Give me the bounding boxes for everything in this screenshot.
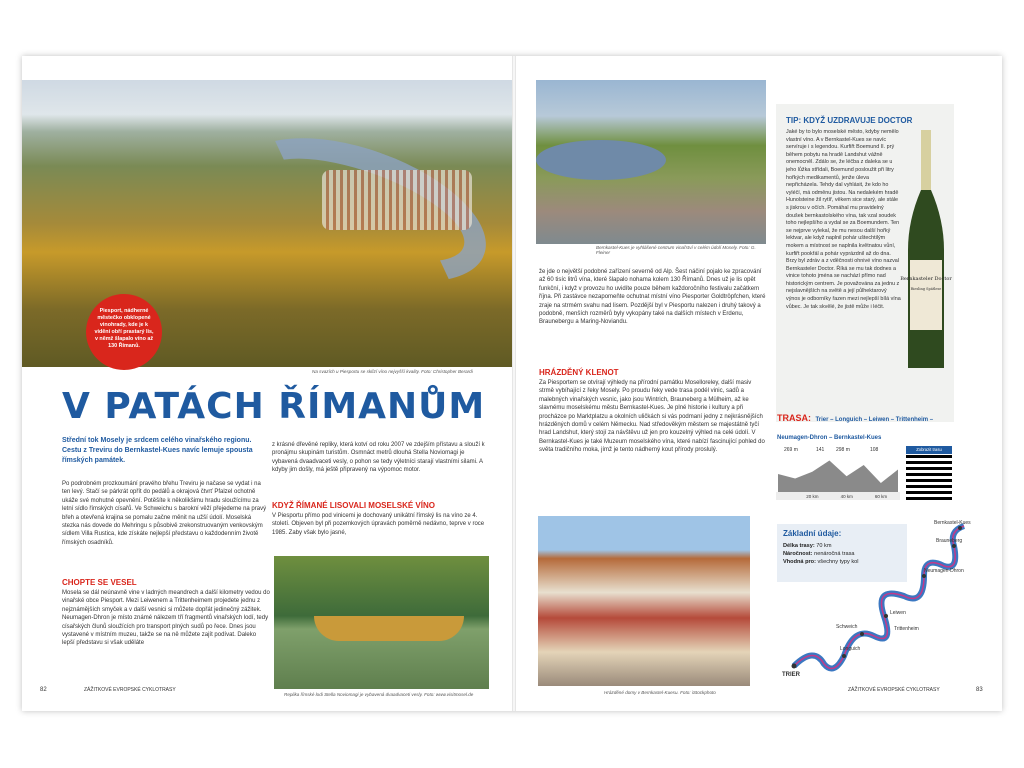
gutter	[512, 56, 516, 711]
x-tick-60: 60 km	[874, 494, 888, 499]
page-title: V PATÁCH ŘÍMANŮM	[62, 386, 486, 427]
col1-paragraph-2: Mosela se dál neúnavně vine v ladných meandrech a další kilometry vedou do vinařské obce Piesport. Mezi Leiwenem a Trittenheimem projedete jednu z nejznámějších smyček a v další vesnici si můžete dopřát jedinečný zážitek. Neumagen-Dhron je místo známé nálezem tří fragmentů vinařských lodí, tedy císařských člunů sloužících pro transport plných sudů po řece. Dnes jsou vystavené v místním muzeu, takže se na ně můžete zajít podívat. Daleko lepší představu si však uděláte	[62, 590, 270, 647]
footer-right: ZÁŽITKOVÉ EVROPSKÉ CYKLOTRASY	[848, 687, 940, 693]
place-longuich: Longuich	[840, 646, 861, 652]
right-paragraph-2: Za Piesportem se otvírají výhledy na přírodní památku Moselloreley, další masiv strmě vybíhající z řeky Mosely. Po proudu řeky vede trasa podél vinic, sadů a malebných vinařských vesnic, jako jsou Wintrich, Brauneberg a Mülheim, až ke slavnému moselskému městu Bernkastel-Kues. Je plné historie i kultury a při procházce po Marktplatzu a okolních uličkách si vás podmaní jedny z nejkrásnějších hrázděných domů v celém Německu. Nad středověkým městem se majestátně tyčí hrad Landshut, který stojí za návštěvu už jen pro kouzelný výhled na celé údolí. V Bernkastel-Kues je také Muzeum moselského vína, které nabízí fascinující pohled do světa tradičního moka, jímž je tento nádherný kout přírody proslulý.	[539, 380, 765, 454]
col2-paragraph-2: V Piesportu přímo pod vinicemi je dochovaný unikátní římský lis na víno ze 4. století. Objeven byl při pozemkových úpravách poměrně nedávno, teprve v roce 1985. Zaby však bylo jasné,	[272, 513, 485, 536]
boat-photo	[274, 556, 489, 689]
route-line	[794, 526, 964, 669]
lead-paragraph: Střední tok Mosely je srdcem celého vinařského regionu. Cestu z Treviru do Bernkastel-Kues navíc lemuje spousta římských památek.	[62, 437, 253, 464]
boat-caption: Replika římské lodi Stella Noviomagi je vybavená dvaadvaceti vesly. Foto: www.visitmosel.de	[284, 692, 474, 697]
town-caption: Bernkastel-Kues je vyhlášené centrum vinařství v celém údolí Mosely. Foto: G. Fleiner	[596, 245, 756, 255]
place-dot-leiwen	[884, 614, 888, 618]
place-dot-neumagen	[922, 574, 926, 578]
length-value: 70 km	[816, 543, 832, 549]
place-dot-schweich	[860, 632, 864, 636]
elevation-label-0: 269 m	[784, 447, 798, 453]
river-shape-2	[536, 140, 666, 180]
wine-bottle-image	[900, 130, 952, 368]
col1-paragraph-1: Po podrobném prozkoumání pravého břehu Treviru je načase se vydat i na ten levý. Stačí se párkrát opřít do pedálů a okrajová čtvrť Pfalzel ochotně ukáže své mohutné opevnění. Potěšíte k několikšimu hradu sloužícímu za letní sídlo římských císařů. Ve Schweichu s barokní věží přejedeme na pravý břeh a otevřená krajina se pomalu začne měnit na užší údolí. Moselská stezka nás dovede do Mehringu s působivě zrekonstruovaným venkovským sídlem Villa Rustica, kde získáte nejlepší představu o každodenním životě římských osadníků.	[62, 481, 267, 546]
place-brauneberg: Brauneberg	[936, 538, 963, 544]
place-dot-bernkastel	[958, 526, 962, 530]
elevation-label-2: 298 m	[836, 447, 850, 453]
elevation-profile	[778, 461, 898, 493]
houses-photo	[538, 516, 750, 686]
place-bernkastel: Bernkastel-Kues	[934, 520, 971, 526]
magazine-spread	[22, 56, 1002, 711]
boat-shape	[314, 616, 464, 641]
right-paragraph-1: že jde o největší podobné zařízení severně od Alp. Šest náčiní pojalo ke zpracování až 60 tisíc litrů vína, které šlapalo nohama kolem 130 Římanů. Dnes už je lis opět funkční, i když v provozu ho uvidíte pouze během každoročního festivalu začátkem října. Při zastávce nezapomeňte ochutnat místní víno Piesporter Goldtröpfchen, které zraje na strmém svahu nad lisem. Pozdější byl v Piesportu nalezen i druhý takový a podobně, menších rozměrů byly vykopány také na dalších místech v Erdenu, Braunebergu a Maring-Noviandu.	[539, 269, 766, 326]
place-trittenheim: Trittenheim	[894, 626, 919, 632]
footer-left: ZÁŽITKOVÉ EVROPSKÉ CYKLOTRASY	[84, 687, 176, 693]
badge: Piesport, nádherné městečko obklopené vinohrady, kde je k vidění obří prastarý lis, v němž šlapalo víno až 130 Římanů.	[86, 294, 162, 370]
qr-code-icon[interactable]	[906, 454, 952, 500]
suitable-value: všechny typy kol	[817, 559, 859, 565]
place-dot-longuich	[842, 654, 846, 658]
place-dot-trier	[792, 664, 797, 669]
place-dot-brauneberg	[952, 544, 956, 548]
town-shape	[322, 170, 472, 230]
qr-label[interactable]: Zobrazit trasu	[906, 446, 952, 454]
difficulty-value: nenáročná trasa	[814, 551, 855, 557]
route-text: Trier – Longuich – Leiwen – Trittenheim – Neumagen-Dhron – Bernkastel-Kues	[777, 417, 934, 441]
length-label: Délka trasy:	[783, 543, 815, 549]
basic-info-title: Základní údaje:	[783, 529, 842, 538]
hero-caption: Na svazích u Piesportu se sklízí víno nejvyšší kvality. Foto: Christopher Berardi	[312, 369, 473, 374]
bottle-label-brand: Bernkasteler Doctor	[900, 276, 952, 282]
right-heading: HRÁZDĚNÝ KLENOT	[539, 368, 619, 377]
x-tick-20: 20 km	[806, 494, 819, 499]
difficulty-label: Náročnost:	[783, 551, 813, 557]
elevation-chart	[774, 438, 902, 506]
place-leiwen: Leiwen	[890, 610, 906, 616]
col2-heading: KDYŽ ŘÍMANÉ LISOVALI MOSELSKÉ VÍNO	[272, 501, 435, 510]
place-neumagen: Neumagen-Dhron	[924, 568, 964, 574]
col1-heading: CHOPTE SE VESEL	[62, 578, 137, 587]
page-number-right: 83	[976, 687, 983, 693]
x-tick-40: 40 km	[840, 494, 853, 499]
river-line	[794, 526, 964, 669]
tip-text: Jaké by to bylo moselské město, kdyby nemělo vlastní víno. A v Bernkastel-Kues se navíc servíruje i s legendou. Kurfiřt Boemund II. prý během pobytu na hradě Landshut vážně onemocněl. Zdálo se, že léčba z daleka se u jeho lůžka střídali, Boemund posloužit při litry hořkých medikamentů, jenže úleva nepřicházela. Tehdy dal vyhlásit, že kdo ho vyléčí, má odměnu jistou. Na nedalekém hradě Hunolsteine žil rytíř, věkem sice starý, ale stále s jiskrou v očích. Pomáhal mu pravidelný doušek bernkastolského vína, tak vzal soudek toho nejlepšího a vydal se za Boemundem. Ten se nejprve vylekal, že mu nesou další hořký lektvar, ale když naplnil pohár uštechtilým mokem a místnost se naplnila květnatou vůní, kurfiřt pookřál a pohár vyprázdnil až do dna. Brzy byl zdráv a z vděčnosti ohnivé víno nazval Bernkasteler Doctor. Říká se mu tak dodnes a vinice tohoto jména se nachází přímo nad historickým centrem. Je považována za jednu z nejslavnějších na světě a její půlhektarový výnos je odborníky řazen mezi nejlepší bílá vína vůbec. Je tak skvělé, že jistě může i léčit.	[786, 129, 901, 310]
bottle-label-sub: Riesling Spätlese	[910, 287, 942, 291]
town-photo	[536, 80, 766, 244]
route-heading: TRASA:	[777, 413, 811, 423]
place-schweich: Schweich	[836, 624, 858, 630]
elevation-label-3: 108	[870, 447, 879, 453]
col2-paragraph-1: z krásné dřevěné repliky, která kotví od roku 2007 ve zdejším přístavu a slouží k pronájmu skupinám turistům. Osmnáct metrů dlouhá Stella Noviomagi je vybavená dvaadvaceti vesly, o pohon se tedy výletníci starají vlastními silami. A kdyby jim došly, má ještě připravený na výpomoc motor.	[272, 442, 485, 474]
houses-caption: Hrázděné domy v Bernkastel-Kuesu. Foto: iStockphoto	[604, 690, 716, 695]
tip-title: TIP: KDYŽ UZDRAVUJE DOCTOR	[786, 116, 913, 125]
elevation-label-1: 141	[816, 447, 825, 453]
suitable-label: Vhodná pro:	[783, 559, 816, 565]
page-number-left: 82	[40, 687, 47, 693]
place-trier: TRIER	[782, 672, 800, 678]
elevation-area	[778, 461, 898, 493]
route-map	[774, 516, 974, 678]
